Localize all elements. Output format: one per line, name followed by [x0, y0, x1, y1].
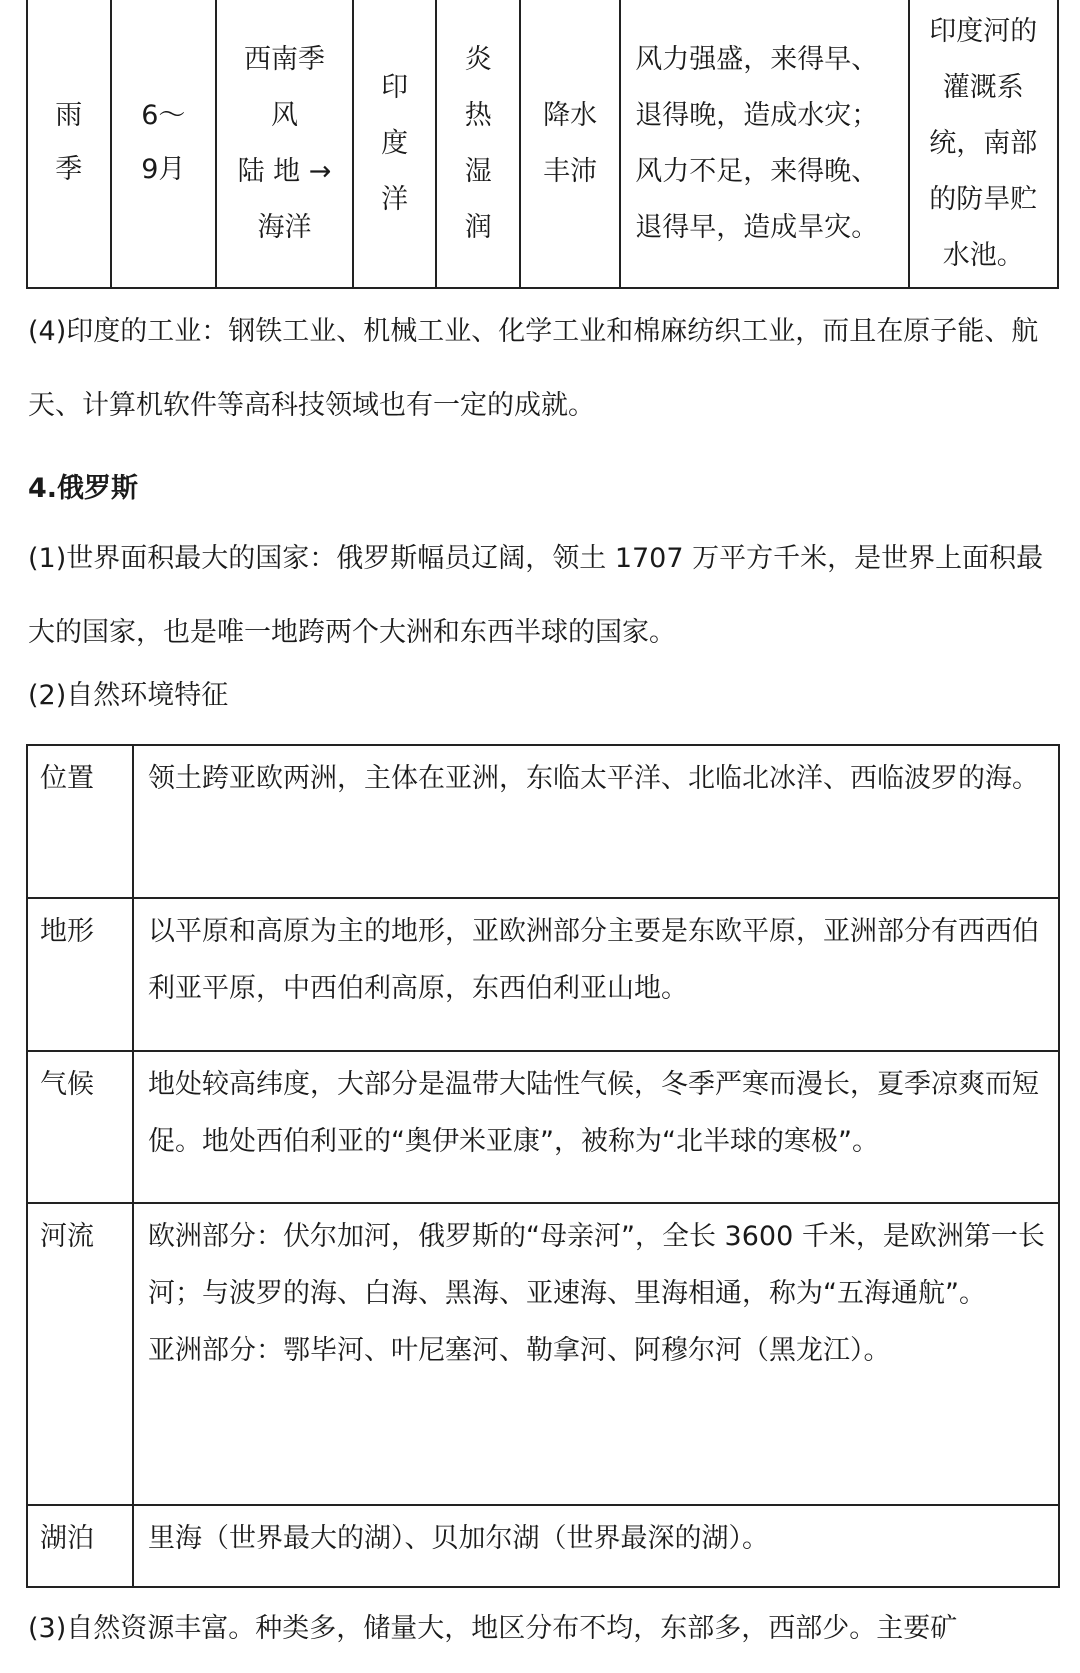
measure-line: 水池。	[942, 239, 1024, 271]
feature-cell	[436, 0, 520, 288]
wind-line: 西南季	[243, 43, 325, 75]
measure-line: 印度河的	[929, 15, 1038, 47]
row-label: 地形	[27, 898, 133, 1051]
wind-line: 陆 地 →	[237, 155, 332, 187]
table-row	[27, 898, 1059, 1051]
india-industry-paragraph: (4)印度的工业：钢铁工业、机械工业、化学工业和棉麻纺织工业，而且在原子能、航天、计算机软件等高科技领域也有一定的成就。	[28, 316, 1039, 421]
feature-line: 湿	[464, 155, 492, 187]
wind-line: 海洋	[257, 211, 312, 243]
row-value: 里海（世界最大的湖）、贝加尔湖（世界最深的湖）。	[133, 1505, 1059, 1587]
table-row	[27, 1505, 1059, 1587]
russia-nature-table	[26, 744, 1060, 1588]
measure-line: 灌溉系	[942, 71, 1024, 103]
india-climate-table	[26, 0, 1059, 289]
russia-heading: 4.俄罗斯	[28, 473, 139, 504]
nature-heading: (2)自然环境特征	[28, 680, 229, 711]
impact-line: 退得早，造成旱灾。	[635, 211, 879, 243]
precip-line: 丰沛	[543, 155, 598, 187]
row-label: 气候	[27, 1051, 133, 1203]
table-row	[27, 745, 1059, 898]
river-europe: 欧洲部分：伏尔加河，俄罗斯的“母亲河”，全长 3600 千米，是欧洲第一长河；与波罗的海、白海、黑海、亚速海、里海相通，称为“五海通航”。	[148, 1221, 1045, 1309]
season-cell	[27, 0, 111, 288]
river-asia: 亚洲部分：鄂毕河、叶尼塞河、勒拿河、阿穆尔河（黑龙江）。	[148, 1335, 891, 1366]
feature-line: 热	[464, 99, 492, 131]
source-line: 印	[381, 71, 409, 103]
wind-cell	[216, 0, 353, 288]
impact-cell	[620, 0, 908, 288]
resources-paragraph: (3)自然资源丰富。种类多，储量大，地区分布不均，东部多，西部少。主要矿	[28, 1613, 958, 1644]
row-label: 位置	[27, 745, 133, 898]
months-text: 6～9月	[141, 100, 186, 185]
row-value: 以平原和高原为主的地形，亚欧洲部分主要是东欧平原，亚洲部分有西西伯利亚平原，中西伯利高原，东西伯利亚山地。	[133, 898, 1059, 1051]
precip-cell	[520, 0, 620, 288]
measure-line: 的防旱贮	[929, 183, 1038, 215]
months-cell	[111, 0, 217, 288]
russia-largest-paragraph: (1)世界面积最大的国家：俄罗斯幅员辽阔，领土 1707 万平方千米，是世界上面积最大的国家，也是唯一地跨两个大洲和东西半球的国家。	[28, 543, 1044, 648]
measure-line: 统，南部	[929, 127, 1038, 159]
row-label: 河流	[27, 1203, 133, 1505]
source-line: 度	[381, 127, 409, 159]
row-label: 湖泊	[27, 1505, 133, 1587]
table-row	[27, 1051, 1059, 1203]
row-value: 领土跨亚欧两洲，主体在亚洲，东临太平洋、北临北冰洋、西临波罗的海。	[133, 745, 1059, 898]
impact-line: 退得晚，造成水灾；	[635, 99, 879, 131]
wind-line: 风	[270, 99, 298, 131]
source-line: 洋	[381, 183, 409, 215]
table-row	[27, 1203, 1059, 1505]
row-value: 地处较高纬度，大部分是温带大陆性气候，冬季严寒而漫长，夏季凉爽而短促。地处西伯利亚的“奥伊米亚康”，被称为“北半球的寒极”。	[133, 1051, 1059, 1203]
impact-line: 风力强盛，来得早、	[635, 43, 879, 75]
row-value	[133, 1203, 1059, 1505]
source-cell	[353, 0, 437, 288]
season-text: 雨季	[55, 100, 83, 185]
precip-line: 降水	[543, 99, 598, 131]
measure-cell	[909, 0, 1058, 288]
table-row	[27, 0, 1058, 288]
feature-line: 炎	[464, 43, 492, 75]
impact-line: 风力不足，来得晚、	[635, 155, 879, 187]
feature-line: 润	[464, 211, 492, 243]
